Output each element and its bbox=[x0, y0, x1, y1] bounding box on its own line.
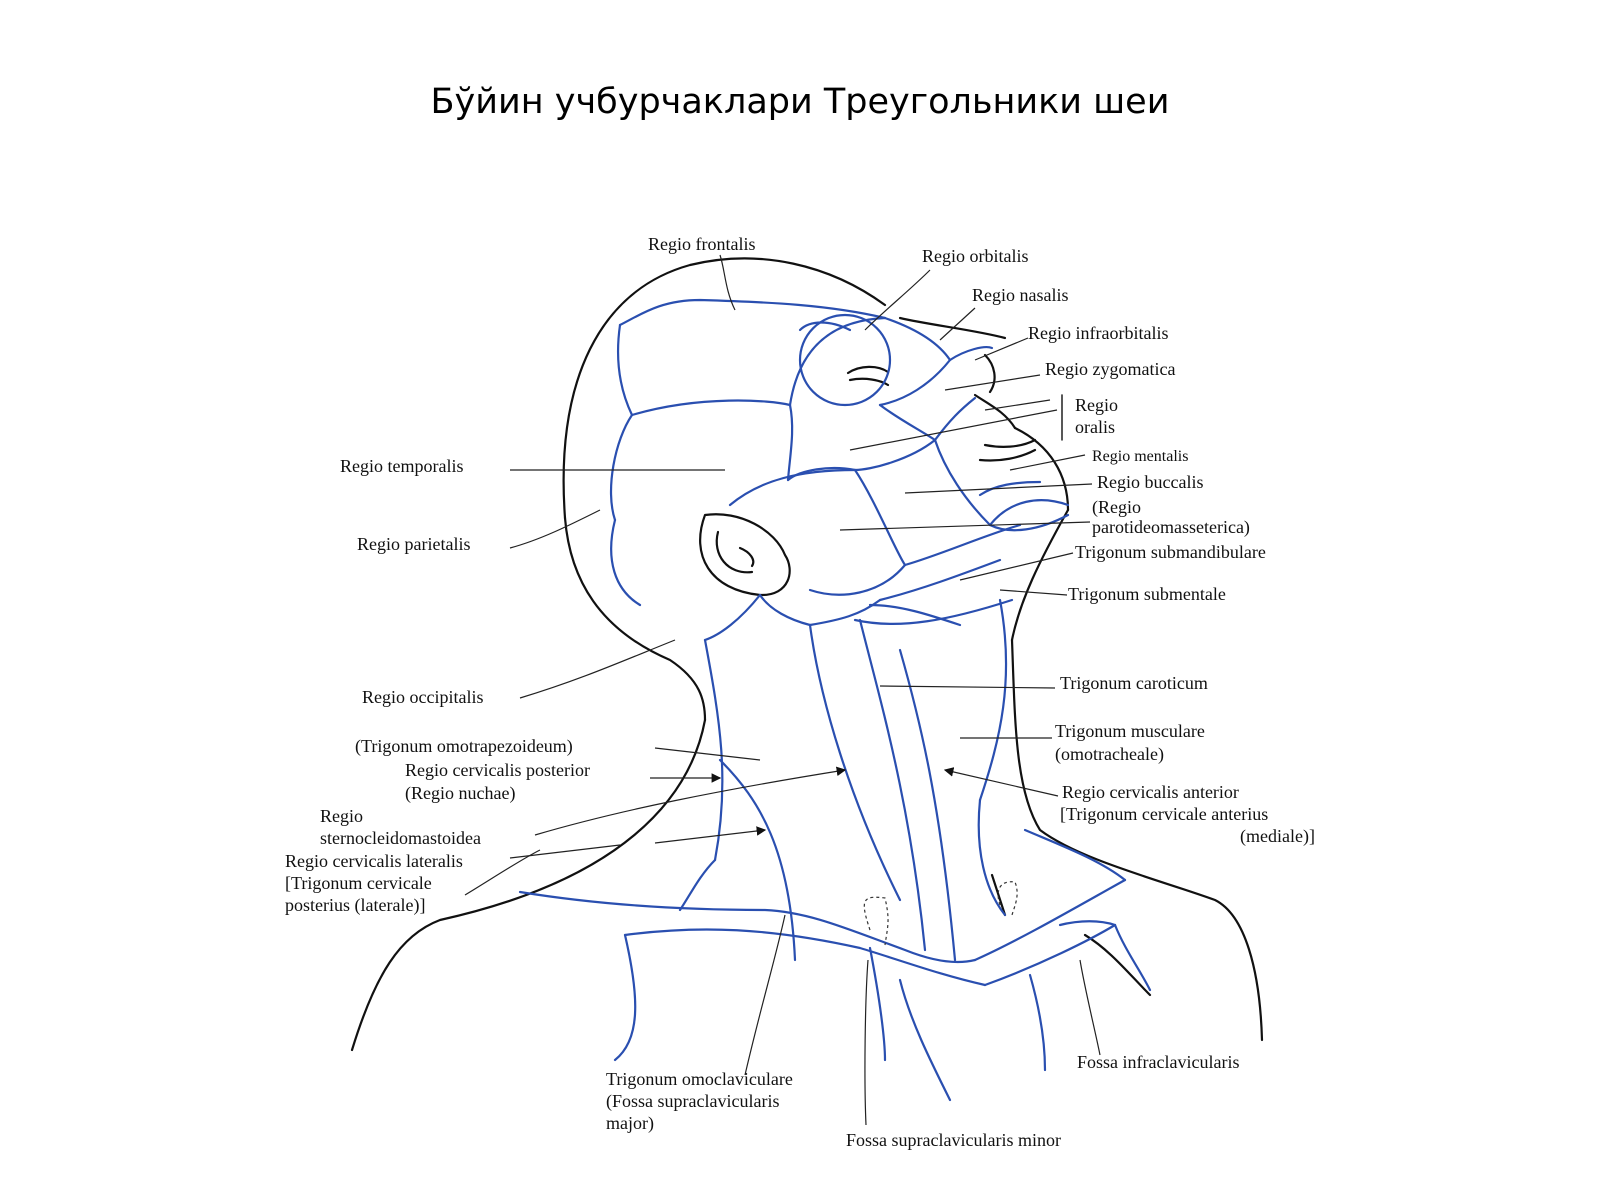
label-regio-nasalis: Regio nasalis bbox=[972, 285, 1069, 305]
region-boundaries bbox=[520, 300, 1150, 1100]
label-cervicalis-lateralis-1: Regio cervicalis lateralis bbox=[285, 851, 463, 871]
label-regio-oralis-1: Regio bbox=[1075, 395, 1118, 415]
label-fossa-infraclavicularis: Fossa infraclavicularis bbox=[1077, 1052, 1240, 1072]
ear-outline bbox=[700, 514, 790, 595]
label-trigonum-musculare-2: (omotracheale) bbox=[1055, 744, 1164, 764]
label-cervicalis-anterior-2: [Trigonum cervicale anterius bbox=[1060, 804, 1269, 824]
label-omoclaviculare-3: major) bbox=[606, 1113, 654, 1133]
label-omoclaviculare-1: Trigonum omoclaviculare bbox=[606, 1069, 793, 1089]
label-regio-mentalis: Regio mentalis bbox=[1092, 448, 1189, 465]
label-parotideo-2: parotideomasseterica) bbox=[1092, 517, 1250, 537]
label-omoclaviculare-2: (Fossa supraclavicularis bbox=[606, 1091, 780, 1111]
label-regio-parietalis: Regio parietalis bbox=[357, 534, 471, 554]
label-sternocleidomastoidea-2: sternocleidomastoidea bbox=[320, 828, 481, 848]
label-cervicalis-lateralis-3: posterius (laterale)] bbox=[285, 895, 426, 915]
slide-title: Бўйин учбурчаклари Треугольники шеи bbox=[430, 82, 1170, 122]
label-regio-orbitalis: Regio orbitalis bbox=[922, 246, 1029, 266]
label-trigonum-submandibulare: Trigonum submandibulare bbox=[1075, 542, 1266, 562]
label-regio-frontalis: Regio frontalis bbox=[648, 234, 756, 254]
label-cervicalis-posterior-1: Regio cervicalis posterior bbox=[405, 760, 590, 780]
label-regio-temporalis: Regio temporalis bbox=[340, 456, 464, 476]
label-parotideo-1: (Regio bbox=[1092, 497, 1141, 517]
label-regio-zygomatica: Regio zygomatica bbox=[1045, 359, 1176, 379]
label-regio-buccalis: Regio buccalis bbox=[1097, 472, 1204, 492]
label-regio-occipitalis: Regio occipitalis bbox=[362, 687, 484, 707]
label-cervicalis-posterior-2: (Regio nuchae) bbox=[405, 783, 516, 803]
label-cervicalis-anterior-3: (mediale)] bbox=[1240, 826, 1315, 846]
label-fossa-supraclavicularis-minor: Fossa supraclavicularis minor bbox=[846, 1130, 1061, 1150]
label-sternocleidomastoidea-1: Regio bbox=[320, 806, 363, 826]
label-trigonum-musculare-1: Trigonum musculare bbox=[1055, 721, 1205, 741]
label-regio-infraorbitalis: Regio infraorbitalis bbox=[1028, 323, 1169, 343]
label-regio-oralis-2: oralis bbox=[1075, 417, 1115, 437]
label-trigonum-omotrapezoideum: (Trigonum omotrapezoideum) bbox=[355, 736, 573, 756]
label-trigonum-submentale: Trigonum submentale bbox=[1068, 584, 1226, 604]
label-cervicalis-anterior-1: Regio cervicalis anterior bbox=[1062, 782, 1239, 802]
label-cervicalis-lateralis-2: [Trigonum cervicale bbox=[285, 873, 432, 893]
label-trigonum-caroticum: Trigonum caroticum bbox=[1060, 673, 1208, 693]
